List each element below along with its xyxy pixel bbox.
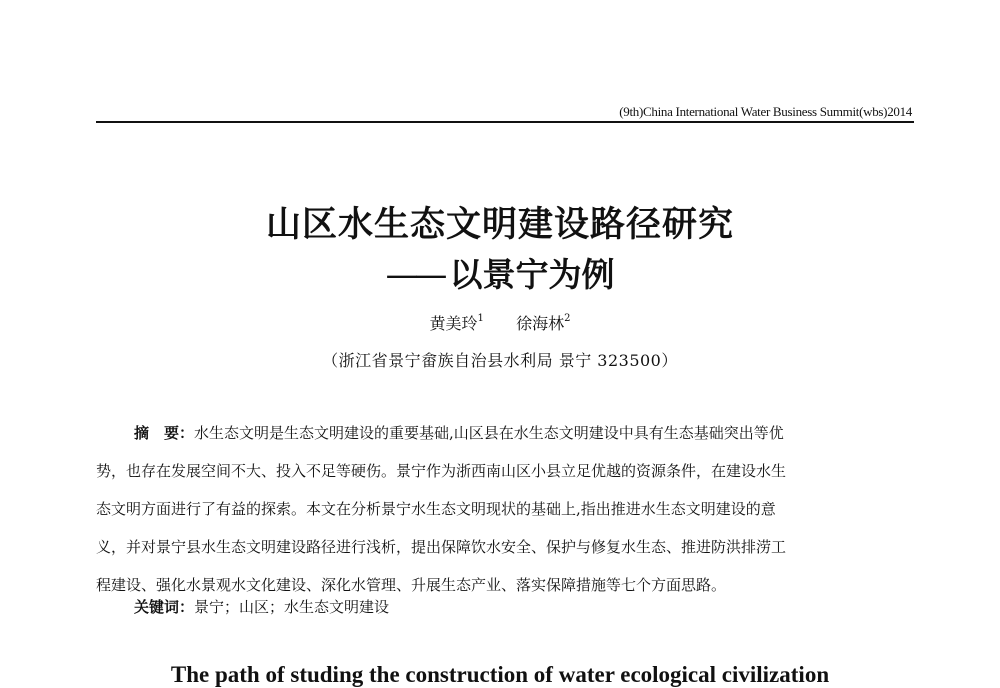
- running-head: (9th)China International Water Business Summit(wbs)2014: [619, 104, 912, 119]
- abstract-line: 摘 要：水生态文明是生态文明建设的重要基础,山区县在水生态文明建设中具有生态基础突出等优: [134, 424, 784, 442]
- abstract-line: 势，也存在发展空间不大、投入不足等硬伤。景宁作为浙西南山区小县立足优越的资源条件，在建设水生: [96, 462, 787, 480]
- keywords-label: 关键词：: [134, 598, 195, 616]
- abstract-label: 摘 要：: [134, 424, 195, 442]
- abstract-line: 态文明方面进行了有益的探索。本文在分析景宁水生态文明现状的基础上,指出推进水生态文明建设的意: [96, 500, 776, 518]
- keywords: [134, 596, 389, 617]
- author-affiliation-mark: 2: [564, 312, 571, 324]
- subtitle-dash: ——: [385, 255, 444, 294]
- abstract-line: 义，并对景宁县水生态文明建设路径进行浅析，提出保障饮水安全、保护与修复水生态、推进防洪排涝工: [96, 538, 787, 556]
- paper-title: 山区水生态文明建设路径研究: [265, 205, 734, 245]
- author-name: 黄美玲: [429, 314, 478, 333]
- english-title: The path of studing the construction of water ecological civilization: [170, 662, 830, 687]
- author-affiliation-mark: 1: [477, 312, 484, 324]
- keywords-text: 景宁；山区；水生态文明建设: [194, 598, 390, 616]
- paper-subtitle: [0, 255, 1000, 295]
- abstract: [96, 414, 916, 604]
- author-name: 徐海林: [516, 314, 565, 333]
- abstract-line: 程建设、强化水景观水文化建设、深化水管理、升展生态产业、落实保障措施等七个方面思路。: [96, 576, 727, 594]
- author-list: [0, 311, 1000, 334]
- subtitle-text: 以景宁为例: [449, 255, 615, 294]
- header-rule: [96, 121, 914, 123]
- affiliation: （浙江省景宁畲族自治县水利局 景宁 323500）: [322, 351, 678, 370]
